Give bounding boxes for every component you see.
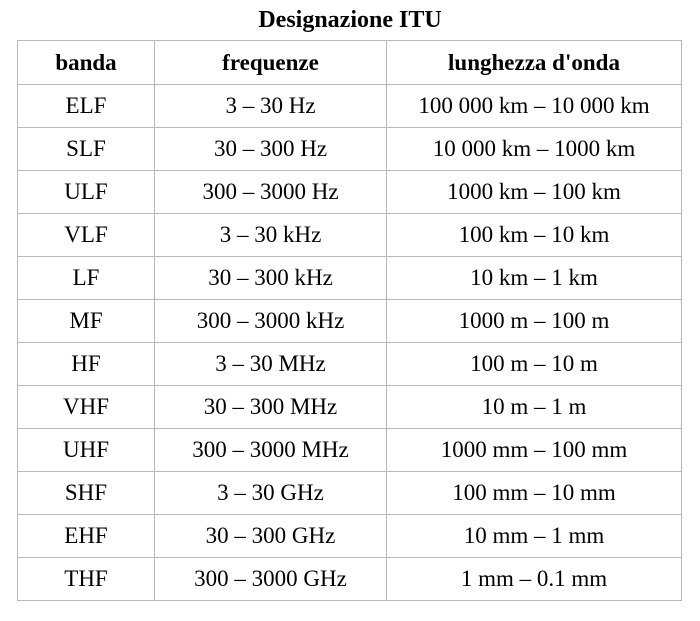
band-cell: EHF — [18, 515, 155, 558]
band-cell: VHF — [18, 386, 155, 429]
wavelength-cell: 1 mm – 0.1 mm — [387, 558, 682, 601]
band-cell: LF — [18, 257, 155, 300]
table-row — [18, 386, 682, 429]
frequency-cell: 300 – 3000 Hz — [155, 171, 387, 214]
frequency-cell: 300 – 3000 kHz — [155, 300, 387, 343]
band-cell: THF — [18, 558, 155, 601]
table-row — [18, 515, 682, 558]
band-cell: HF — [18, 343, 155, 386]
wavelength-cell: 1000 km – 100 km — [387, 171, 682, 214]
table-row — [18, 257, 682, 300]
wavelength-cell: 100 m – 10 m — [387, 343, 682, 386]
frequency-cell: 30 – 300 Hz — [155, 128, 387, 171]
wavelength-cell: 10 000 km – 1000 km — [387, 128, 682, 171]
band-cell: ULF — [18, 171, 155, 214]
wavelength-cell: 10 mm – 1 mm — [387, 515, 682, 558]
wavelength-cell: 10 km – 1 km — [387, 257, 682, 300]
band-cell: ELF — [18, 85, 155, 128]
wavelength-cell: 100 000 km – 10 000 km — [387, 85, 682, 128]
frequency-cell: 3 – 30 Hz — [155, 85, 387, 128]
frequency-cell: 30 – 300 GHz — [155, 515, 387, 558]
table-row — [18, 128, 682, 171]
wavelength-cell: 10 m – 1 m — [387, 386, 682, 429]
frequency-cell: 30 – 300 MHz — [155, 386, 387, 429]
header-row — [18, 41, 682, 85]
wavelength-cell: 1000 m – 100 m — [387, 300, 682, 343]
table-row — [18, 214, 682, 257]
itu-band-table — [17, 40, 682, 601]
column-header-banda: banda — [18, 41, 155, 85]
table-row — [18, 343, 682, 386]
band-cell: MF — [18, 300, 155, 343]
band-cell: VLF — [18, 214, 155, 257]
wavelength-cell: 100 mm – 10 mm — [387, 472, 682, 515]
table-row — [18, 472, 682, 515]
wavelength-cell: 100 km – 10 km — [387, 214, 682, 257]
table-title: Designazione ITU — [258, 7, 442, 33]
frequency-cell: 3 – 30 GHz — [155, 472, 387, 515]
table-row — [18, 429, 682, 472]
column-header-frequenze: frequenze — [155, 41, 387, 85]
wavelength-cell: 1000 mm – 100 mm — [387, 429, 682, 472]
frequency-cell: 3 – 30 kHz — [155, 214, 387, 257]
column-header-lunghezza-onda: lunghezza d'onda — [387, 41, 682, 85]
table-row — [18, 171, 682, 214]
frequency-cell: 30 – 300 kHz — [155, 257, 387, 300]
table-row — [18, 85, 682, 128]
frequency-cell: 300 – 3000 GHz — [155, 558, 387, 601]
band-cell: SLF — [18, 128, 155, 171]
table-row — [18, 558, 682, 601]
frequency-cell: 3 – 30 MHz — [155, 343, 387, 386]
band-cell: SHF — [18, 472, 155, 515]
table-row — [18, 300, 682, 343]
frequency-cell: 300 – 3000 MHz — [155, 429, 387, 472]
band-cell: UHF — [18, 429, 155, 472]
